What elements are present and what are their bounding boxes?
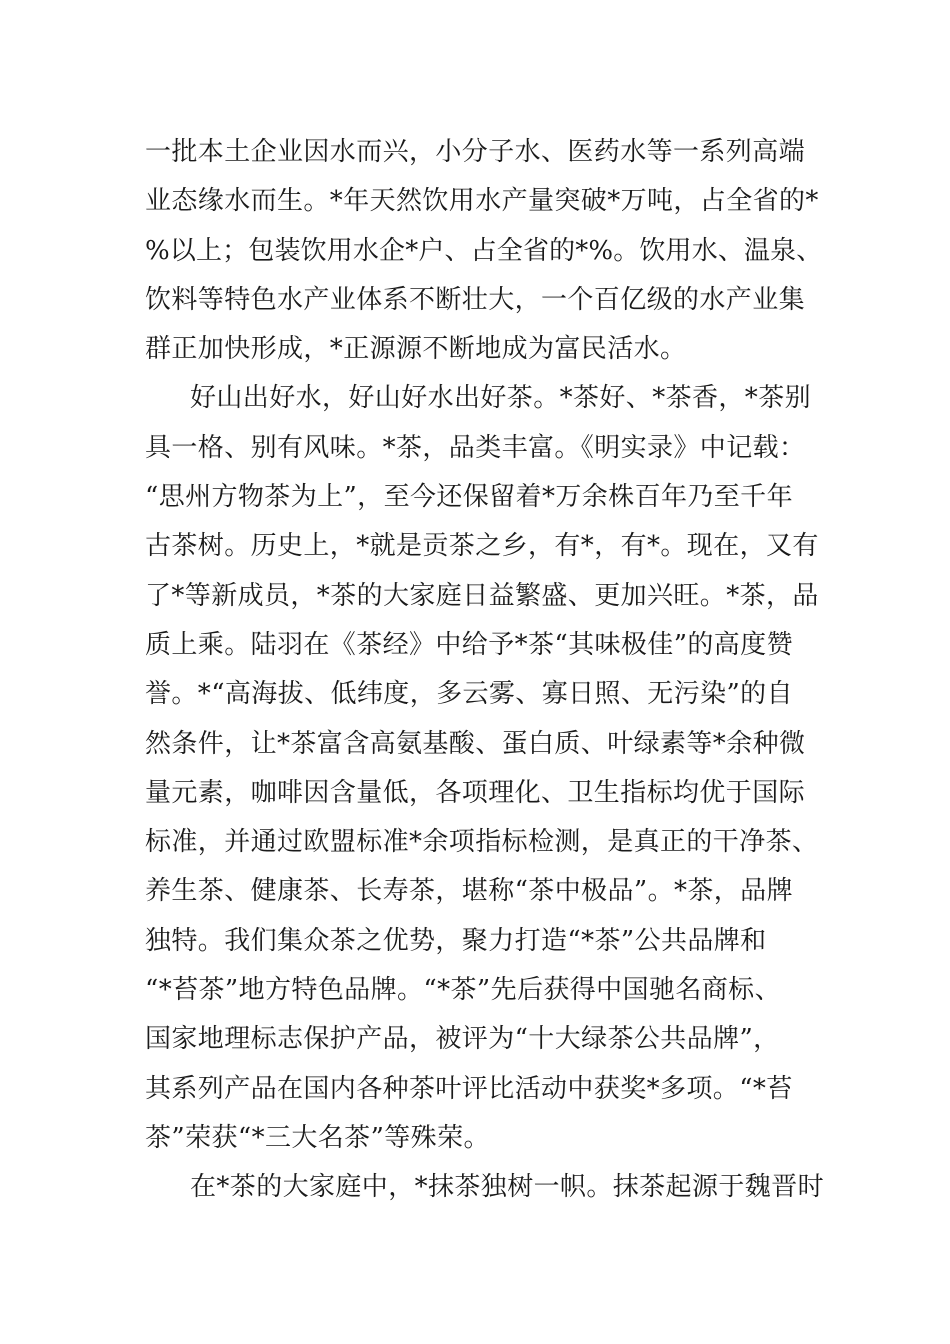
- text-line: 养生茶、健康茶、长寿茶，堪称“茶中极品”。*茶，品牌: [145, 876, 793, 907]
- text-line: 国家地理标志保护产品，被评为“十大绿茶公共品牌”，: [145, 1024, 780, 1055]
- text-line: 具一格、别有风味。*茶，品类丰富。《明实录》中记载：: [145, 432, 806, 463]
- body-text: [145, 128, 825, 1213]
- text-line: %以上；包装饮用水企*户、占全省的*%。饮用水、温泉、: [145, 235, 823, 266]
- text-line: 茶”荣获“*三大名茶”等殊荣。: [145, 1122, 490, 1153]
- text-line: 饮料等特色水产业体系不断壮大，一个百亿级的水产业集: [145, 284, 806, 315]
- text-line: 誉。*“高海拔、低纬度，多云雾、寡日照、无污染”的自: [145, 679, 793, 710]
- text-line: “*苔茶”地方特色品牌。“*茶”先后获得中国驰名商标、: [145, 975, 781, 1006]
- text-line: “思州方物茶为上”，至今还保留着*万余株百年乃至千年: [145, 482, 793, 513]
- text-line: 然条件，让*茶富含高氨基酸、蛋白质、叶绿素等*余种微: [145, 728, 806, 759]
- text-line: 其系列产品在国内各种茶叶评比活动中获奖*多项。“*苔: [145, 1073, 793, 1104]
- text-line: 独特。我们集众茶之优势，聚力打造“*茶”公共品牌和: [145, 925, 767, 956]
- text-line: 标准，并通过欧盟标准*余项指标检测，是真正的干净茶、: [145, 827, 819, 858]
- text-line: 古茶树。历史上，*就是贡茶之乡，有*，有*。现在，又有: [145, 531, 819, 562]
- text-line: 质上乘。陆羽在《茶经》中给予*茶“其味极佳”的高度赞: [145, 629, 793, 660]
- text-line: 了*等新成员，*茶的大家庭日益繁盛、更加兴旺。*茶，品: [145, 580, 819, 611]
- text-line: 在*茶的大家庭中，*抹茶独树一帜。抹茶起源于魏晋时: [190, 1172, 825, 1203]
- text-line: 好山出好水，好山好水出好茶。*茶好、*茶香，*茶别: [190, 383, 812, 414]
- text-line: 业态缘水而生。*年天然饮用水产量突破*万吨，占全省的*: [145, 186, 819, 217]
- text-line: 量元素，咖啡因含量低，各项理化、卫生指标均优于国际: [145, 777, 806, 808]
- text-line: 一批本土企业因水而兴，小分子水、医药水等一系列高端: [145, 137, 806, 167]
- text-line: 群正加快形成，*正源源不断地成为富民活水。: [145, 334, 687, 365]
